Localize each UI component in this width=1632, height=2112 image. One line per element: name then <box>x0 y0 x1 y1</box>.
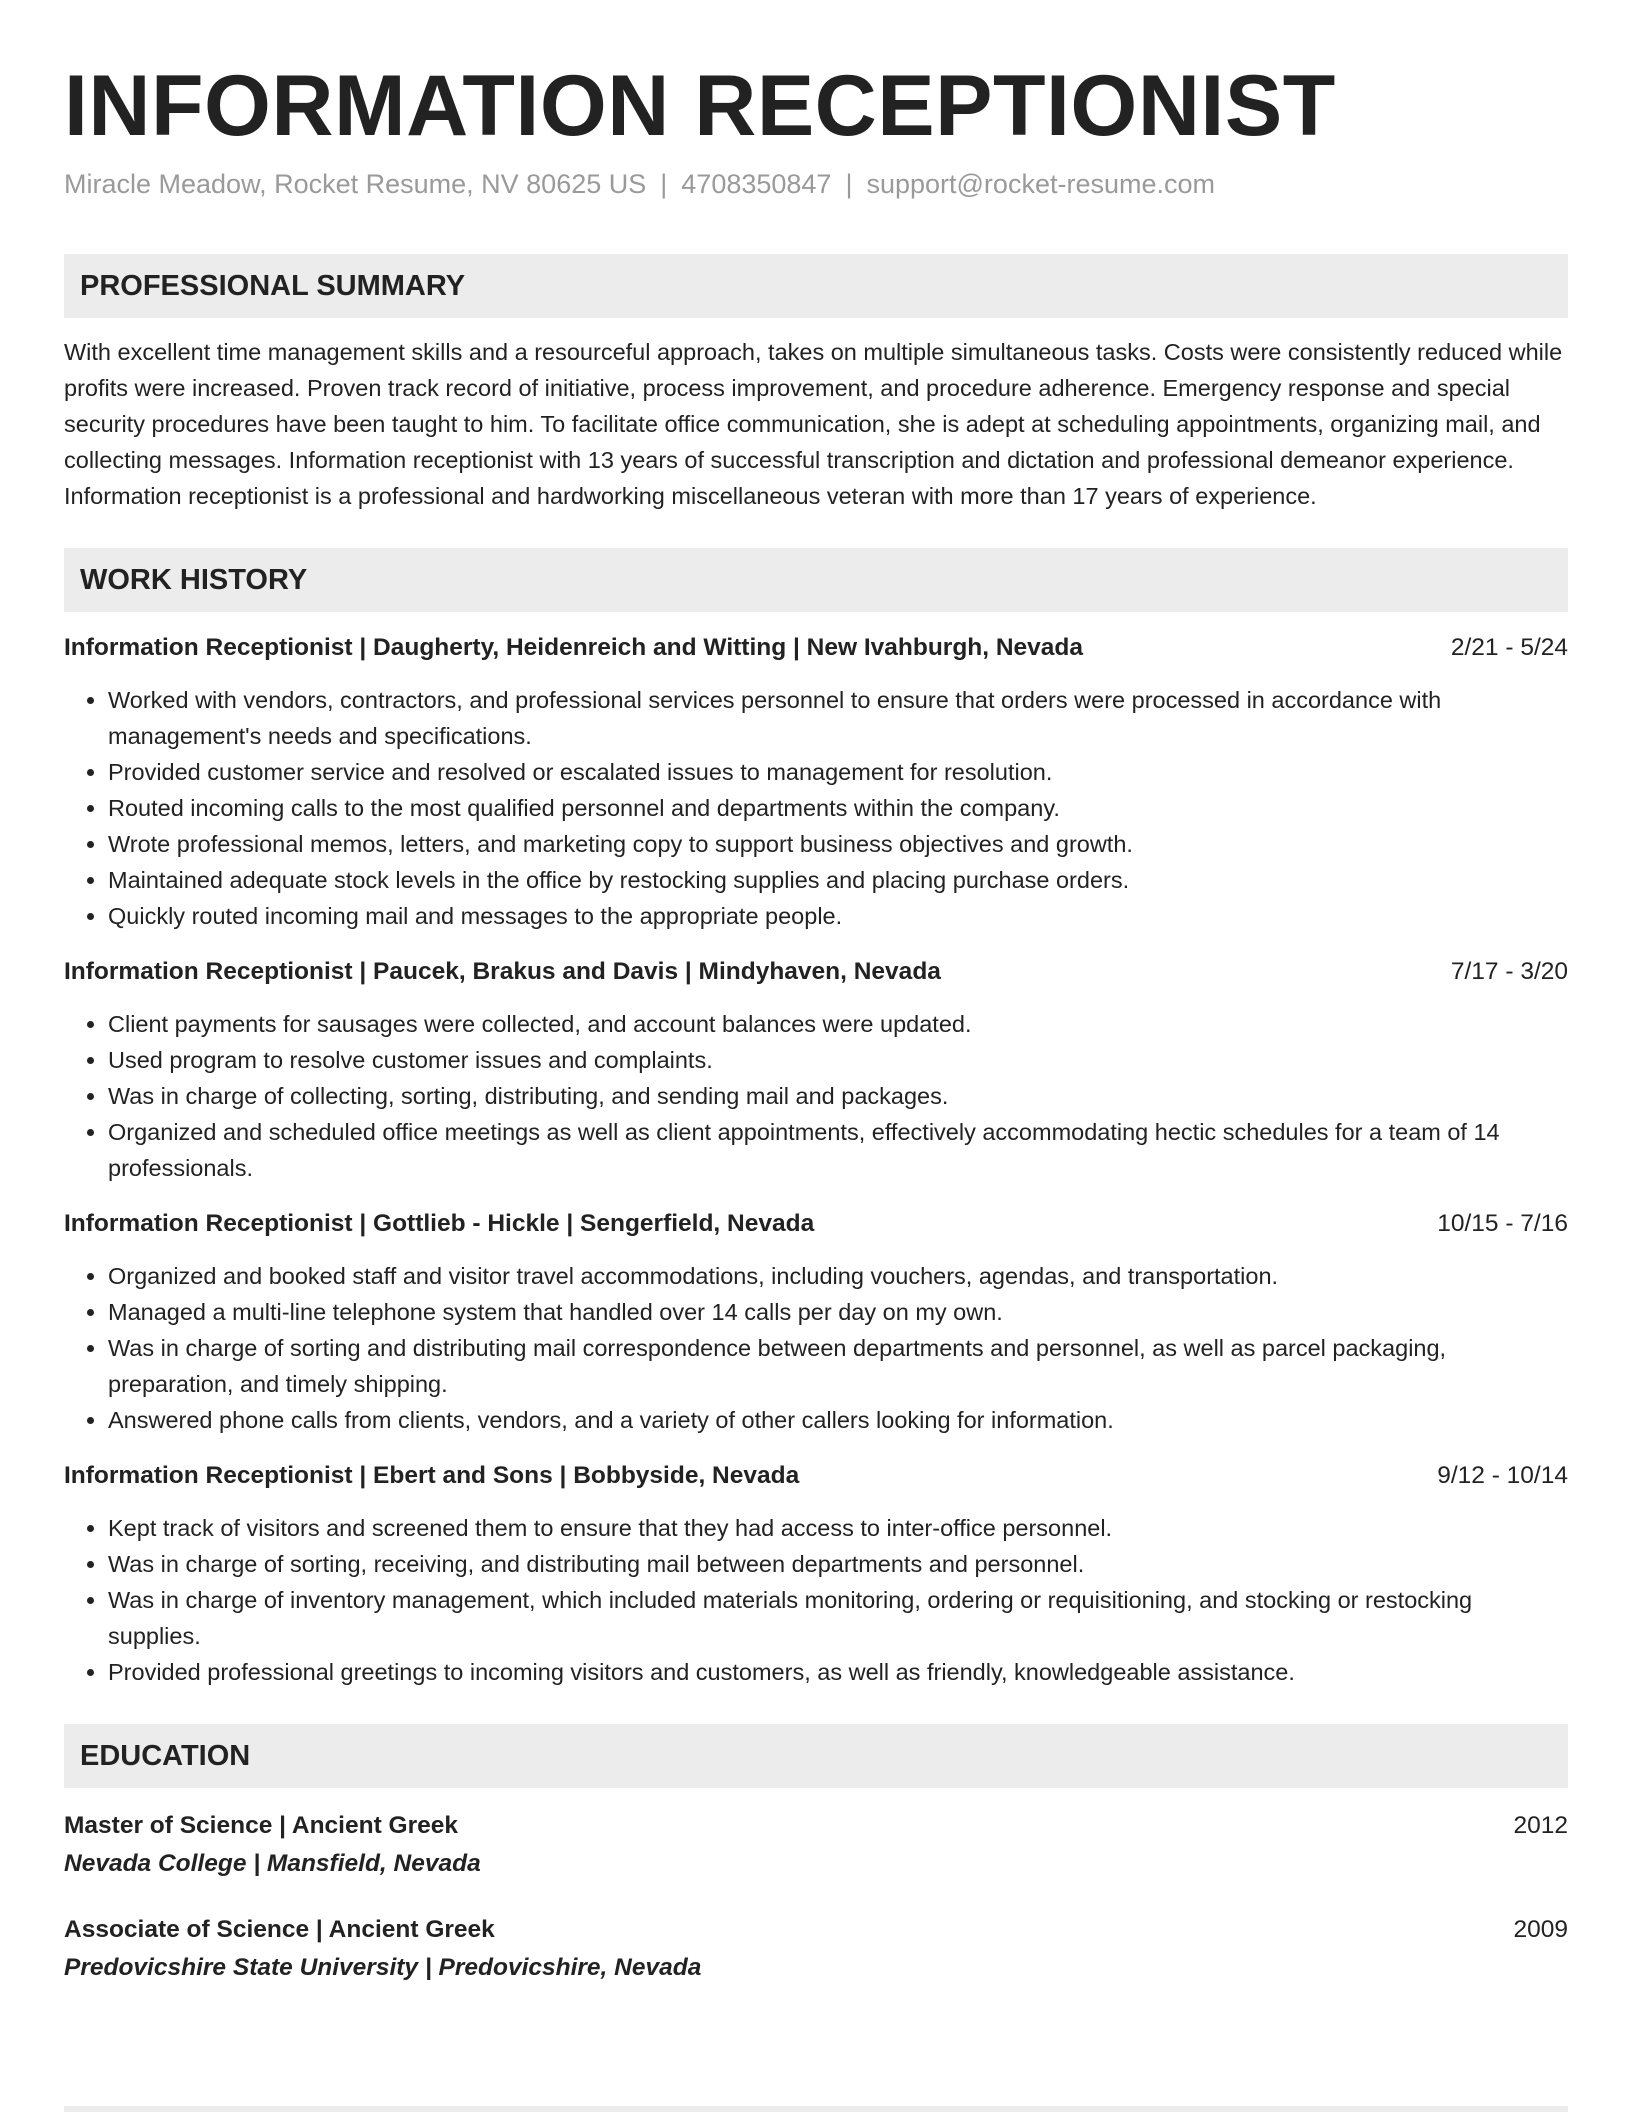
section-heading-education: EDUCATION <box>64 1724 1568 1788</box>
candidate-name: INFORMATION RECEPTIONIST <box>64 58 1336 154</box>
job-bullet: • Routed incoming calls to the most qualified personnel and departments within the company. <box>108 790 1568 826</box>
job-bullet: • Organized and booked staff and visitor travel accommodations, including vouchers, agendas, and transportation. <box>108 1258 1568 1294</box>
job-bullet: • Organized and scheduled office meetings as well as client appointments, effectively accommodating hectic schedules for a team of 14 professionals. <box>108 1114 1568 1186</box>
job-title: Information Receptionist | Daugherty, Heidenreich and Witting | New Ivahburgh, Nevada <box>64 634 1084 661</box>
job-entry <box>64 954 1568 1186</box>
job-bullet: • Client payments for sausages were collected, and account balances were updated. <box>108 1006 1568 1042</box>
job-entry <box>64 630 1568 934</box>
job-dates: 7/17 - 3/20 <box>1450 958 1568 985</box>
education-header <box>64 1808 1568 1844</box>
education-school: Nevada College | Mansfield, Nevada <box>64 1850 481 1877</box>
job-dates: 9/12 - 10/14 <box>1437 1462 1568 1489</box>
job-bullet: • Used program to resolve customer issues and complaints. <box>108 1042 1568 1078</box>
job-bullet: • Was in charge of sorting and distributing mail correspondence between departments and personnel, as well as parcel packaging, preparation, and timely shipping. <box>108 1330 1568 1402</box>
education-entry <box>64 1912 1568 1988</box>
job-bullet: • Provided customer service and resolved or escalated issues to management for resolution. <box>108 754 1568 790</box>
next-section-band <box>64 2106 1568 2112</box>
job-bullet: • Managed a multi-line telephone system that handled over 14 calls per day on my own. <box>108 1294 1568 1330</box>
job-header <box>64 1206 1568 1242</box>
resume-page <box>64 0 1568 1988</box>
job-bullet: • Was in charge of collecting, sorting, distributing, and sending mail and packages. <box>108 1078 1568 1114</box>
job-bullet: • Wrote professional memos, letters, and marketing copy to support business objectives and growth. <box>108 826 1568 862</box>
education-school: Predovicshire State University | Predovicshire, Nevada <box>64 1954 702 1981</box>
job-entry <box>64 1458 1568 1690</box>
contact-email: support@rocket-resume.com <box>866 169 1215 199</box>
job-title: Information Receptionist | Gottlieb - Hickle | Sengerfield, Nevada <box>64 1210 815 1237</box>
job-header <box>64 630 1568 666</box>
job-title: Information Receptionist | Paucek, Brakus and Davis | Mindyhaven, Nevada <box>64 958 941 985</box>
education-degree: Associate of Science | Ancient Greek <box>64 1916 495 1943</box>
job-bullet: • Kept track of visitors and screened them to ensure that they had access to inter-office personnel. <box>108 1510 1568 1546</box>
education-header <box>64 1912 1568 1948</box>
education-entry <box>64 1808 1568 1884</box>
job-entry <box>64 1206 1568 1438</box>
education-degree: Master of Science | Ancient Greek <box>64 1812 459 1839</box>
job-dates: 10/15 - 7/16 <box>1437 1210 1568 1237</box>
job-bullets <box>64 1510 1568 1690</box>
section-heading-summary: PROFESSIONAL SUMMARY <box>64 254 1568 318</box>
section-heading-work-history: WORK HISTORY <box>64 548 1568 612</box>
job-dates: 2/21 - 5/24 <box>1450 634 1568 661</box>
job-header <box>64 954 1568 990</box>
job-bullet: • Provided professional greetings to incoming visitors and customers, as well as friendly, knowledgeable assistance. <box>108 1654 1568 1690</box>
contact-separator: | <box>660 169 668 199</box>
contact-line <box>64 166 1568 202</box>
contact-address: Miracle Meadow, Rocket Resume, NV 80625 US <box>64 169 647 199</box>
summary-text: With excellent time management skills and a resourceful approach, takes on multiple simultaneous tasks. Costs were consistently reduced while profits were increased. Proven track record of initiative, process improvement, and procedure adherence. Emergency response and special security procedures have been taught to him. To facilitate office communication, she is adept at scheduling appointments, organizing mail, and collecting messages. Information receptionist with 13 years of successful transcription and dictation and professional demeanor experience. Information receptionist is a professional and hardworking miscellaneous veteran with more than 17 years of experience. <box>64 339 1563 509</box>
contact-separator: | <box>845 169 853 199</box>
job-bullet: • Was in charge of sorting, receiving, and distributing mail between departments and personnel. <box>108 1546 1568 1582</box>
job-bullets <box>64 1258 1568 1438</box>
education-year: 2012 <box>1513 1812 1568 1839</box>
job-bullet: • Worked with vendors, contractors, and professional services personnel to ensure that orders were processed in accordance with management's needs and specifications. <box>108 682 1568 754</box>
job-bullet: • Was in charge of inventory management, which included materials monitoring, ordering or requisitioning, and stocking or restocking supplies. <box>108 1582 1568 1654</box>
education-year: 2009 <box>1513 1916 1568 1943</box>
job-title: Information Receptionist | Ebert and Sons | Bobbyside, Nevada <box>64 1462 800 1489</box>
job-bullets <box>64 1006 1568 1186</box>
contact-phone: 4708350847 <box>681 169 832 199</box>
job-bullet: • Maintained adequate stock levels in the office by restocking supplies and placing purchase orders. <box>108 862 1568 898</box>
job-bullets <box>64 682 1568 934</box>
job-bullet: • Answered phone calls from clients, vendors, and a variety of other callers looking for information. <box>108 1402 1568 1438</box>
job-header <box>64 1458 1568 1494</box>
job-bullet: • Quickly routed incoming mail and messages to the appropriate people. <box>108 898 1568 934</box>
